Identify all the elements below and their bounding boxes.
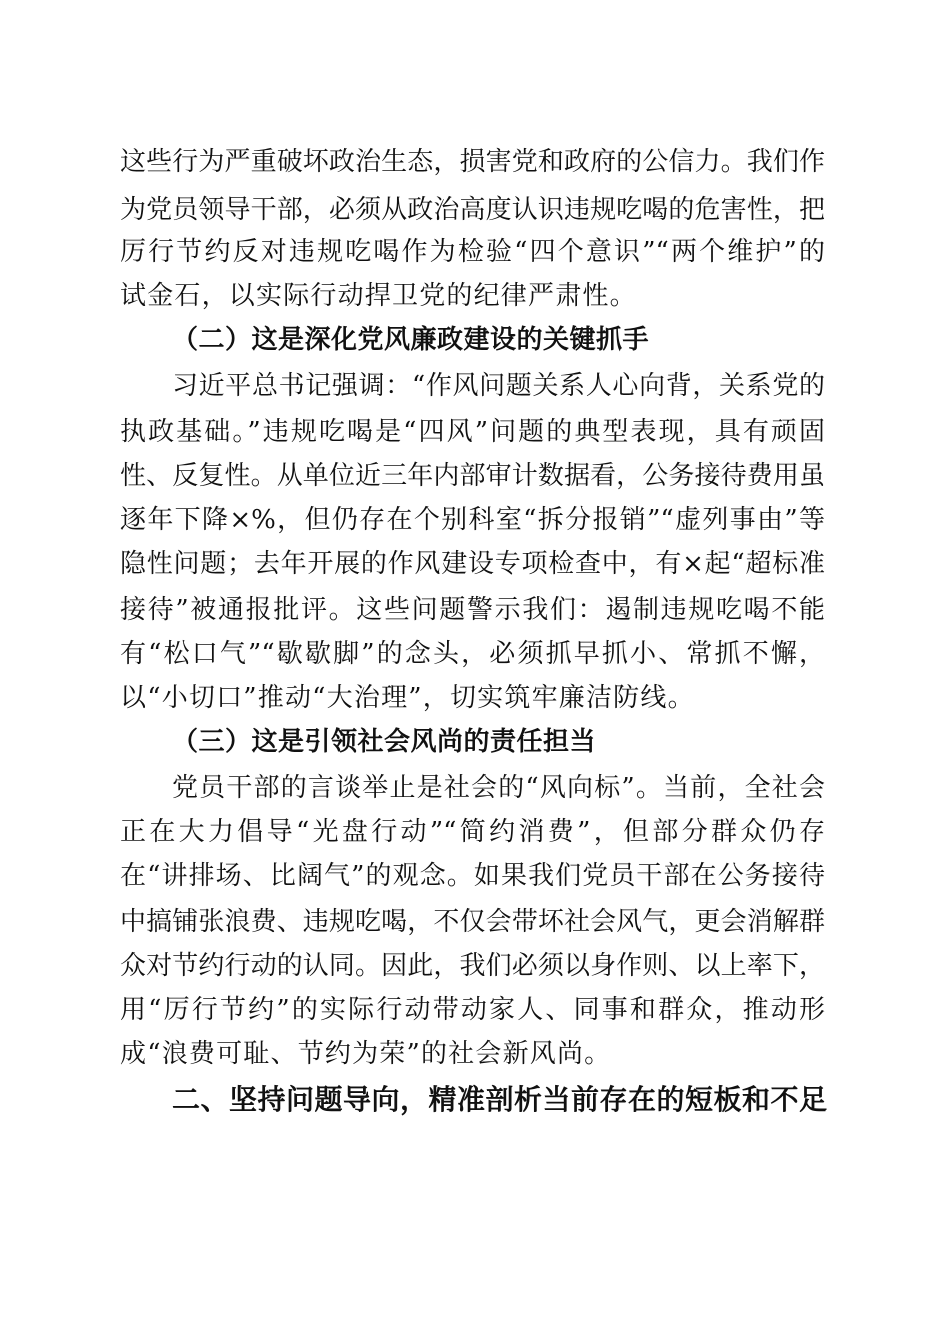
paragraph-3-line: 在“讲排场、比阔气”的观念。如果我们党员干部在公务接待 bbox=[120, 861, 825, 891]
paragraph-2-line: 逐年下降×%，但仍存在个别科室“拆分报销”“虚列事由”等 bbox=[120, 505, 825, 535]
paragraph-3-line: 众对节约行动的认同。因此，我们必须以身作则、以上率下， bbox=[120, 951, 825, 981]
section-heading-2: 二、坚持问题导向，精准剖析当前存在的短板和不足 bbox=[172, 1083, 828, 1116]
paragraph-2-line: 习近平总书记强调：“作风问题关系人心向背，关系党的 bbox=[172, 371, 825, 401]
paragraph-1-line: 这些行为严重破坏政治生态，损害党和政府的公信力。我们作 bbox=[120, 147, 825, 177]
paragraph-2-line: 性、反复性。从单位近三年内部审计数据看，公务接待费用虽 bbox=[120, 461, 825, 491]
paragraph-2-line: 有“松口气”“歇歇脚”的念头，必须抓早抓小、常抓不懈， bbox=[120, 639, 825, 669]
paragraph-3-line: 党员干部的言谈举止是社会的“风向标”。当前，全社会 bbox=[172, 773, 825, 803]
paragraph-2-line: 接待”被通报批评。这些问题警示我们：遏制违规吃喝不能 bbox=[120, 595, 825, 625]
paragraph-1-line: 试金石，以实际行动捍卫党的纪律严肃性。 bbox=[120, 281, 637, 311]
paragraph-1-line: 为党员领导干部，必须从政治高度认识违规吃喝的危害性，把 bbox=[120, 195, 825, 225]
paragraph-3-line: 用“厉行节约”的实际行动带动家人、同事和群众，推动形 bbox=[120, 995, 825, 1025]
paragraph-3-line: 中搞铺张浪费、违规吃喝，不仅会带坏社会风气，更会消解群 bbox=[120, 907, 825, 937]
subheading-3: （三）这是引领社会风尚的责任担当 bbox=[172, 727, 597, 757]
paragraph-2-line: 以“小切口”推动“大治理”，切实筑牢廉洁防线。 bbox=[120, 683, 695, 713]
paragraph-2-line: 隐性问题；去年开展的作风建设专项检查中，有×起“超标准 bbox=[120, 549, 825, 579]
subheading-2: （二）这是深化党风廉政建设的关键抓手 bbox=[172, 325, 650, 355]
paragraph-3-line: 正在大力倡导“光盘行动”“简约消费”，但部分群众仍存 bbox=[120, 817, 825, 847]
paragraph-1-line: 厉行节约反对违规吃喝作为检验“四个意识”“两个维护”的 bbox=[120, 237, 825, 267]
paragraph-2-line: 执政基础。”违规吃喝是“四风”问题的典型表现，具有顽固 bbox=[120, 417, 825, 447]
paragraph-3-line: 成“浪费可耻、节约为荣”的社会新风尚。 bbox=[120, 1039, 612, 1069]
